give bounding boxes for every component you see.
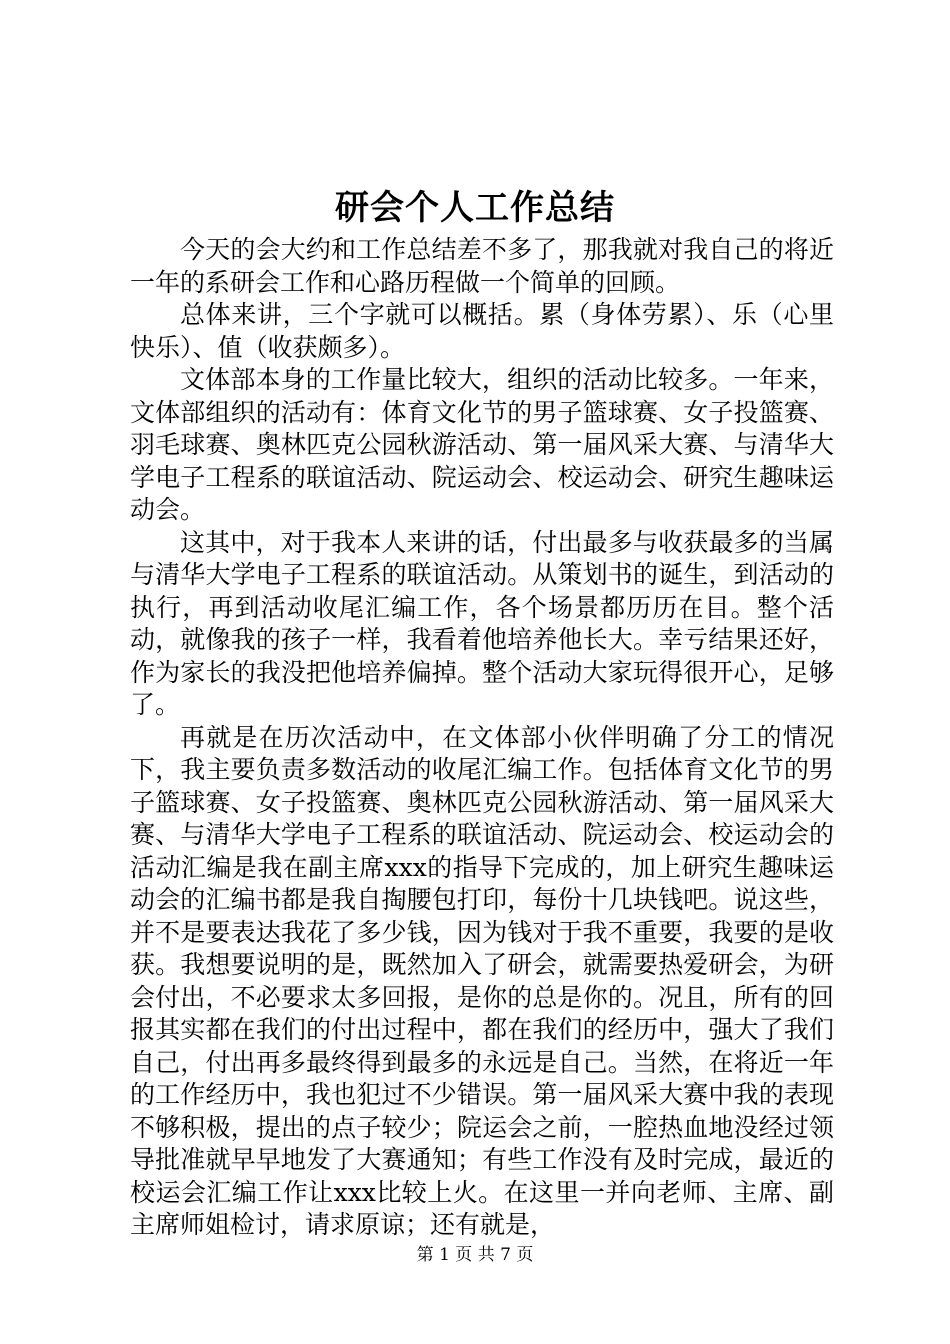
page-number-footer: 第 1 页 共 7 页 [416, 1245, 534, 1265]
paragraph-5: 再就是在历次活动中，在文体部小伙伴明确了分工的情况下，我主要负责多数活动的收尾汇编工作。包括体育文化节的男子篮球赛、女子投篮赛、奥林匹克公园秋游活动、第一届风采大赛、与清华大学电子工程系的联谊活动、院运动会、校运动会的活动汇编是我在副主席xxx的指导下完成的，加上研究生趣味运动会的汇编书都是我自掏腰包打印，每份十几块钱吧。说这些，并不是要表达我花了多少钱，因为钱对于我不重要，我要的是收获。我想要说明的是，既然加入了研会，就需要热爱研会，为研会付出，不必要求太多回报，是你的总是你的。况且，所有的回报其实都在我们的付出过程中，都在我们的经历中，强大了我们自己，付出再多最终得到最多的永远是自己。当然，在将近一年的工作经历中，我也犯过不少错误。第一届风采大赛中我的表现不够积极，提出的点子较少；院运会之前，一腔热血地没经过领导批准就早早地发了大赛通知；有些工作没有及时完成，最近的校运会汇编工作让xxx比较上火。在这里一并向老师、主席、副主席师姐检讨，请求原谅；还有就是， [130, 722, 834, 1239]
page-title: 研会个人工作总结 [335, 188, 615, 228]
paragraph-2: 总体来讲，三个字就可以概括。累（身体劳累）、乐（心里快乐）、值（收获颇多）。 [130, 300, 834, 362]
paragraph-4: 这其中，对于我本人来讲的话，付出最多与收获最多的当属与清华大学电子工程系的联谊活动。从策划书的诞生，到活动的执行，再到活动收尾汇编工作，各个场景都历历在目。整个活动，就像我的孩子一样，我看着他培养他长大。幸亏结果还好，作为家长的我没把他培养偏掉。整个活动大家玩得很开心，足够了。 [130, 527, 834, 719]
document-body [130, 234, 834, 1242]
paragraph-3: 文体部本身的工作量比较大，组织的活动比较多。一年来，文体部组织的活动有：体育文化节的男子篮球赛、女子投篮赛、羽毛球赛、奥林匹克公园秋游活动、第一届风采大赛、与清华大学电子工程系的联谊活动、院运动会、校运动会、研究生趣味运动会。 [130, 365, 834, 524]
paragraph-1: 今天的会大约和工作总结差不多了，那我就对我自己的将近一年的系研会工作和心路历程做一个简单的回顾。 [130, 235, 834, 297]
